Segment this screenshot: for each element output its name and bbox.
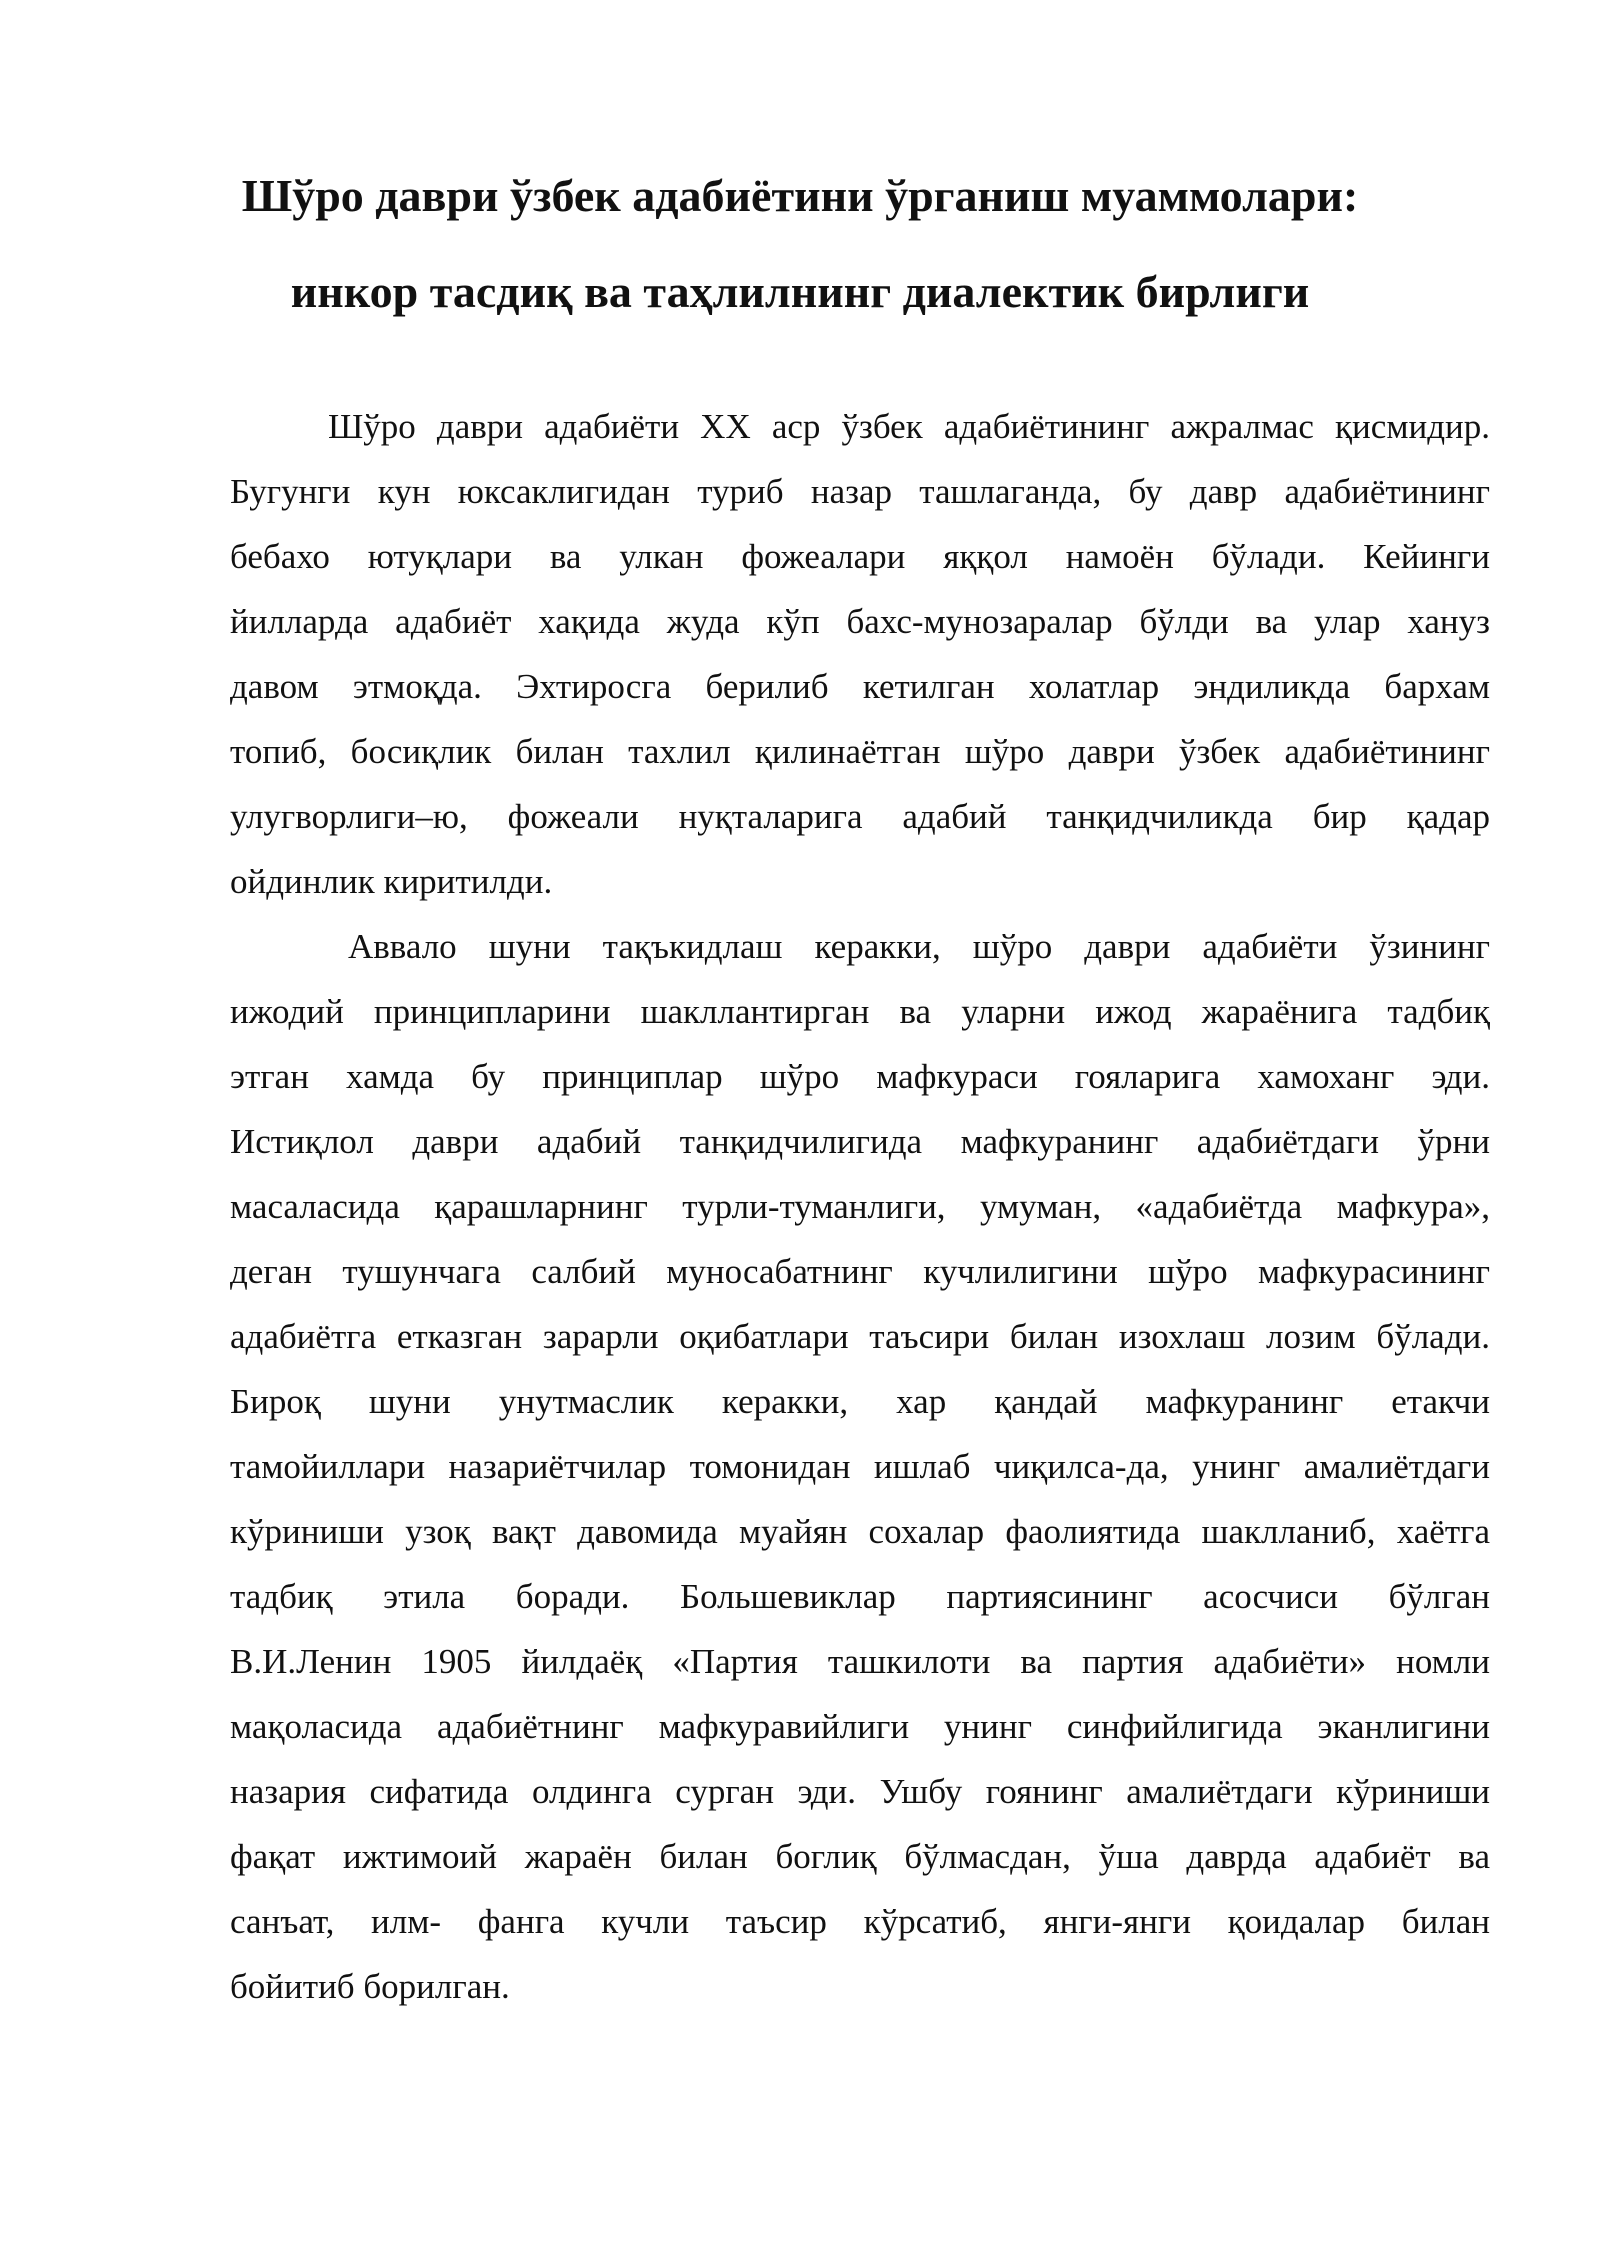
paragraph-line: адабиётга етказган зарарли оқибатлари таъсири билан изохлаш лозим бўлади. (230, 1317, 1490, 1356)
paragraph-line: топиб, босиқлик билан тахлил қилинаётган шўро даври ўзбек адабиётининг (230, 732, 1490, 771)
document-body (230, 394, 1490, 2019)
paragraph-line: улугворлиги–ю, фожеали нуқталарига адабий танқидчиликда бир қадар (230, 797, 1490, 836)
paragraph-line: назария сифатида олдинга сурган эди. Ушбу гоянинг амалиётдаги кўриниши (230, 1772, 1490, 1811)
paragraph-line: Истиқлол даври адабий танқидчилигида мафкуранинг адабиётдаги ўрни (230, 1122, 1490, 1161)
paragraph-line: ижодий принципларини шакллантирган ва уларни ижод жараёнига тадбиқ (230, 992, 1490, 1031)
paragraph-line: ойдинлик киритилди. (230, 862, 553, 901)
paragraph-line: тадбиқ этила боради. Большевиклар партиясининг асосчиси бўлган (230, 1577, 1490, 1616)
paragraph-line: фақат ижтимоий жараён билан боглиқ бўлмасдан, ўша даврда адабиёт ва (230, 1837, 1490, 1876)
paragraph-line: бебахо ютуқлари ва улкан фожеалари яққол намоён бўлади. Кейинги (230, 537, 1490, 576)
paragraph-line: кўриниши узоқ вақт давомида муайян сохалар фаолиятида шаклланиб, хаётга (230, 1512, 1490, 1551)
paragraph-line: мақоласида адабиётнинг мафкуравийлиги унинг синфийлигида эканлигини (230, 1707, 1490, 1746)
paragraph-1 (230, 394, 1490, 914)
document-title (150, 148, 1450, 340)
paragraph-line: давом этмоқда. Эхтиросга берилиб кетилган холатлар эндиликда бархам (230, 667, 1490, 706)
paragraph-line: Бугунги кун юксаклигидан туриб назар ташлаганда, бу давр адабиётининг (230, 472, 1490, 511)
paragraph-line: бойитиб борилган. (230, 1967, 510, 2006)
paragraph-line: тамойиллари назариётчилар томонидан ишлаб чиқилса-да, унинг амалиётдаги (230, 1447, 1490, 1486)
paragraph-line: В.И.Ленин 1905 йилдаёқ «Партия ташкилоти ва партия адабиёти» номли (230, 1642, 1490, 1681)
paragraph-line: санъат, илм- фанга кучли таъсир кўрсатиб, янги-янги қоидалар билан (230, 1902, 1490, 1941)
paragraph-line: Шўро даври адабиёти XX аср ўзбек адабиётининг ажралмас қисмидир. (328, 407, 1490, 446)
paragraph-line: масаласида қарашларнинг турли-туманлиги, умуман, «адабиётда мафкура», (230, 1187, 1490, 1226)
paragraph-line: йилларда адабиёт хақида жуда кўп бахс-мунозаралар бўлди ва улар хануз (230, 602, 1490, 641)
paragraph-line: деган тушунчага салбий муносабатнинг кучлилигини шўро мафкурасининг (230, 1252, 1490, 1291)
paragraph-2 (230, 914, 1490, 2019)
paragraph-line: Бироқ шуни унутмаслик керакки, хар қандай мафкуранинг етакчи (230, 1382, 1490, 1421)
paragraph-line: этган хамда бу принциплар шўро мафкураси гояларига хамоханг эди. (230, 1057, 1490, 1096)
paragraph-line: Аввало шуни тақъкидлаш керакки, шўро даври адабиёти ўзининг (348, 927, 1490, 966)
title-line-2: инкор тасдиқ ва таҳлилнинг диалектик бирлиги (290, 266, 1310, 317)
title-line-1: Шўро даври ўзбек адабиётини ўрганиш муаммолари: (241, 170, 1359, 221)
